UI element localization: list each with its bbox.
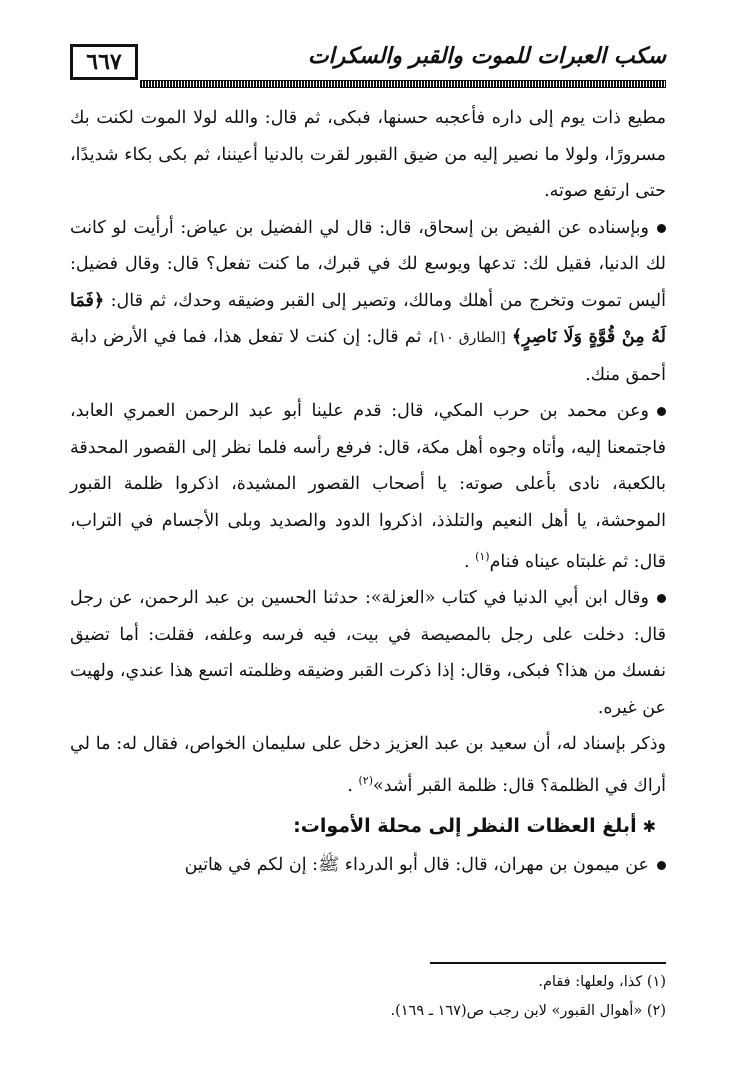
paragraph-5-end: . [347,775,359,796]
bullet-icon [657,224,666,233]
footnote-2: (٢) «أهوال القبور» لابن رجب ص(١٦٧ ـ ١٦٩). [390,1003,666,1019]
quran-reference: [الطارق ١٠] [433,330,506,346]
bullet-icon [657,861,666,870]
page-number [70,44,138,80]
paragraph-3-text: وعن محمد بن حرب المكي، قال: قدم علينا أبو عبد الرحمن العمري العابد، فاجتمعنا إليه، وأتاه وجوه أهل مكة، قال: فرفع رأسه فلما نظر إلى القصور المحدقة بالكعبة، نادى بأعلى صوته: يا أصحاب القصور المشيدة، اذكروا ظلمة القبور الموحشة، يا أهل النعيم والتلذذ، اذكروا الدود والصديد وبلى الأجسام في التراب، قال: ثم غلبتاه عيناه فنام [70,401,666,572]
paragraph-2-text: وبإسناده عن الفيض بن إسحاق، قال: قال لي الفضيل بن عياض: أرأيت لو كانت لك الدنيا، فقيل لك: تدعها ويوسع لك في قبرك، ما كنت تفعل؟ قال: وقال فضيل: أليس تموت وتخرج من أهلك ومالك، وتصير إلى القبر وضيقه وحدك، ثم قال: [70,217,666,311]
footnote-mark-1: (١) [475,550,490,563]
paragraph-5-text: وذكر بإسناد له، أن سعيد بن عبد العزيز دخل على سليمان الخواص، فقال له: ما لي أراك في الظلمة؟ قال: ظلمة القبر أشد» [70,734,666,796]
paragraph-3-end: . [463,551,476,572]
section-heading-text: أبلغ العظات النظر إلى محلة الأموات: [293,815,637,838]
paragraph-4-text: وقال ابن أبي الدنيا في كتاب «العزلة»: حدثنا الحسين بن عبد الرحمن، عن رجل قال: دخلت على رجل بالمصيصة في بيت، فيه فرسه وعلفه، فقلت: أما تضيق نفسك من هذا؟ فبكى، وقال: إذا ذكرت القبر وضيقه وظلمته اتسع هذا عندي، ولهيت عن غيره. [70,588,666,718]
paragraph-4 [70,580,666,726]
bullet-icon [657,594,666,603]
quran-quote: ﴿فَمَا لَهُ مِنْ قُوَّةٍ وَلَا نَاصِرٍ﴾ [70,290,666,347]
paragraph-3 [70,393,666,580]
footnote-1: (١) كذا، ولعلها: فقام. [538,974,666,990]
bullet-icon [657,407,666,416]
running-title: سكب العبرات للموت والقبر والسكرات [307,44,666,69]
paragraph-5 [70,726,666,804]
body-text [70,100,666,884]
footnote-separator [430,962,666,964]
paragraph-2-end: ، ثم قال: إن كنت لا تفعل هذا، فما في الأرض دابة أحمق منك. [70,327,666,385]
paragraph-2 [70,210,666,394]
footnotes [70,968,666,1026]
paragraph-1: مطيع ذات يوم إلى داره فأعجبه حسنها، فبكى، ثم قال: والله لولا الموت لكنت بك مسرورًا، ولولا ما نصير إليه من ضيق القبور لقرت بالدنيا أعيننا، ثم بكى بكاء شديدًا، حتى ارتفع صوته. [70,108,666,201]
page-number-text: ٦٦٧ [86,49,122,75]
header-rule [140,80,666,88]
asterisk-icon: ✱ [642,817,656,837]
footnote-mark-2: (٢) [358,773,373,787]
paragraph-6-text: عن ميمون بن مهران، قال: قال أبو الدرداء ﷺ: إن لكم في هاتين [184,855,649,876]
paragraph-6 [70,847,666,884]
section-heading [70,806,666,847]
